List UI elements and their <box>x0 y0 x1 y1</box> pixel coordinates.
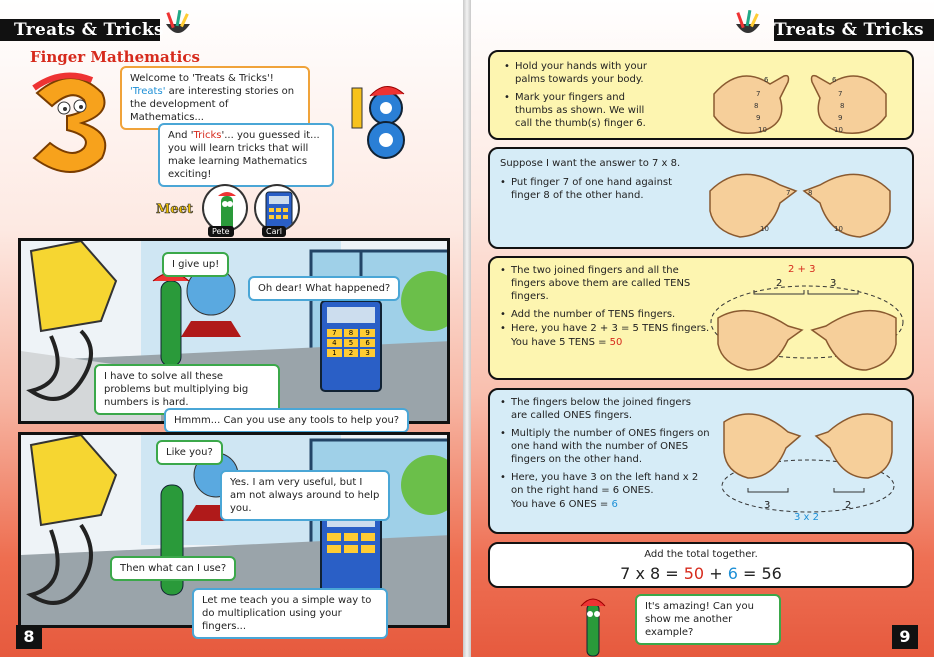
tens-left-count: 2 <box>776 278 783 289</box>
hands-palms-icon <box>700 54 900 140</box>
finger-label: 8 <box>840 102 845 110</box>
tens-right-count: 3 <box>830 278 837 289</box>
meet-label: Meet <box>156 202 193 217</box>
step-4-result-text: You have 6 ONES = <box>511 499 612 510</box>
left-page-number: 8 <box>16 625 42 649</box>
pete-mascot-icon <box>575 592 611 657</box>
intro-welcome-text: Welcome to 'Treats & Tricks'! <box>130 73 274 84</box>
key-4: 4 <box>327 339 342 347</box>
p2-bubble-what-can-i-use: Then what can I use? <box>110 556 236 581</box>
ones-product-label: 3 x 2 <box>794 512 819 523</box>
intro-tricks-text: '... you guessed it... you will learn tricks that will make learning Mathematics exciting! <box>168 130 320 180</box>
intro-treats-text: are interesting stories on the development of Mathematics... <box>130 86 295 123</box>
hands-joined-icon <box>700 151 900 249</box>
left-header-title: Treats & Tricks <box>14 20 164 40</box>
total-eq-result: = 56 <box>737 564 782 583</box>
book-spine <box>463 0 471 657</box>
step-4-item: • The fingers below the joined fingers are called ONES fingers. <box>500 396 710 422</box>
step-2-item: • Put finger 7 of one hand against finger 8 of the other hand. <box>500 176 700 202</box>
total-eq-tens: 50 <box>683 564 705 583</box>
pete-portrait <box>202 184 248 232</box>
finger-label: 8 <box>754 102 759 110</box>
right-page-number: 9 <box>892 625 918 649</box>
left-page <box>0 0 463 657</box>
mascot-eight-icon <box>348 74 414 164</box>
p2-bubble-like-you: Like you? <box>156 440 223 465</box>
intro-bubble-tricks <box>158 123 334 187</box>
finger-label: 9 <box>756 114 761 122</box>
panel-1-calculator-keypad <box>327 329 375 357</box>
intro-and-text: And ' <box>168 130 194 141</box>
step-4-result-value: 6 <box>611 499 618 510</box>
section-title: Finger Mathematics <box>30 48 200 66</box>
p1-bubble-give-up: I give up! <box>162 252 229 277</box>
step-4-list <box>500 396 710 497</box>
tricks-word: Tricks <box>193 130 222 141</box>
hands-ones-icon <box>704 392 910 532</box>
key-2: 2 <box>344 349 359 357</box>
step-3-item: • Here, you have 2 + 3 = 5 TENS fingers. <box>500 322 710 335</box>
total-eq-plus: + <box>704 564 728 583</box>
step-2-intro: Suppose I want the answer to 7 x 8. <box>500 158 681 169</box>
finger-label: 10 <box>834 126 843 134</box>
step-3-item: • The two joined fingers and all the fingers above them are called TENS fingers. <box>500 264 710 303</box>
finger-label: 8 <box>808 189 813 197</box>
step-1-list <box>504 60 654 130</box>
p1-bubble-problems: I have to solve all these problems but multiplying big numbers is hard. <box>94 364 280 415</box>
step-1-item: • Mark your fingers and thumbs as shown. We will call the thumb(s) finger 6. <box>504 91 654 130</box>
right-header-title: Treats & Tricks <box>774 20 924 40</box>
p1-bubble-tools: Hmmm... Can you use any tools to help you? <box>164 408 409 433</box>
finger-label: 9 <box>838 114 843 122</box>
total-eq-lhs: 7 x 8 = <box>620 564 684 583</box>
finger-label: 7 <box>756 90 761 98</box>
p2-bubble-teach-you: Let me teach you a simple way to do multiplication using your fingers... <box>192 588 388 639</box>
carl-portrait <box>254 184 300 232</box>
total-equation <box>490 564 912 583</box>
total-box <box>488 542 914 588</box>
finger-label: 6 <box>832 76 837 84</box>
finger-label: 7 <box>838 90 843 98</box>
right-page <box>471 0 934 657</box>
step-3-result-value: 50 <box>609 337 623 348</box>
mascot-three-icon <box>22 68 122 178</box>
ones-right-count: 2 <box>845 500 852 511</box>
key-5: 5 <box>344 339 359 347</box>
bowl-logo-icon <box>163 10 193 40</box>
step-box-2 <box>488 147 914 249</box>
finger-label: 10 <box>760 225 769 233</box>
step-4-item: • Multiply the number of ONES fingers on one hand with the number of ONES fingers on the other hand. <box>500 427 710 466</box>
p1-bubble-what-happened: Oh dear! What happened? <box>248 276 400 301</box>
hands-tens-icon <box>704 260 910 378</box>
step-box-4 <box>488 388 914 534</box>
finger-label: 10 <box>758 126 767 134</box>
finger-label: 10 <box>834 225 843 233</box>
carl-name-tag: Carl <box>262 226 286 237</box>
treats-word: 'Treats' <box>130 86 166 97</box>
key-9: 9 <box>360 329 375 337</box>
step-3-item: • Add the number of TENS fingers. <box>500 308 710 321</box>
key-6: 6 <box>360 339 375 347</box>
total-title: Add the total together. <box>644 549 758 560</box>
finger-label: 7 <box>786 189 791 197</box>
step-3-list <box>500 264 710 335</box>
pete-name-tag: Pete <box>208 226 234 237</box>
tens-sum-label: 2 + 3 <box>788 264 816 275</box>
ones-left-count: 3 <box>764 500 771 511</box>
step-box-3 <box>488 256 914 380</box>
closing-bubble: It's amazing! Can you show me another example? <box>635 594 781 645</box>
bowl-logo-icon <box>733 10 763 40</box>
total-eq-ones: 6 <box>727 564 738 583</box>
p2-bubble-very-useful: Yes. I am very useful, but I am not always around to help you. <box>220 470 390 521</box>
step-box-1 <box>488 50 914 140</box>
key-3: 3 <box>360 349 375 357</box>
key-1: 1 <box>327 349 342 357</box>
key-7: 7 <box>327 329 342 337</box>
finger-label: 6 <box>764 76 769 84</box>
step-3-result-text: You have 5 TENS = <box>511 337 610 348</box>
intro-bubble-treats <box>120 66 310 130</box>
step-2-list <box>500 176 700 202</box>
step-1-item: • Hold your hands with your palms towards your body. <box>504 60 654 86</box>
key-8: 8 <box>344 329 359 337</box>
step-4-item: • Here, you have 3 on the left hand x 2 on the right hand = 6 ONES. <box>500 471 710 497</box>
